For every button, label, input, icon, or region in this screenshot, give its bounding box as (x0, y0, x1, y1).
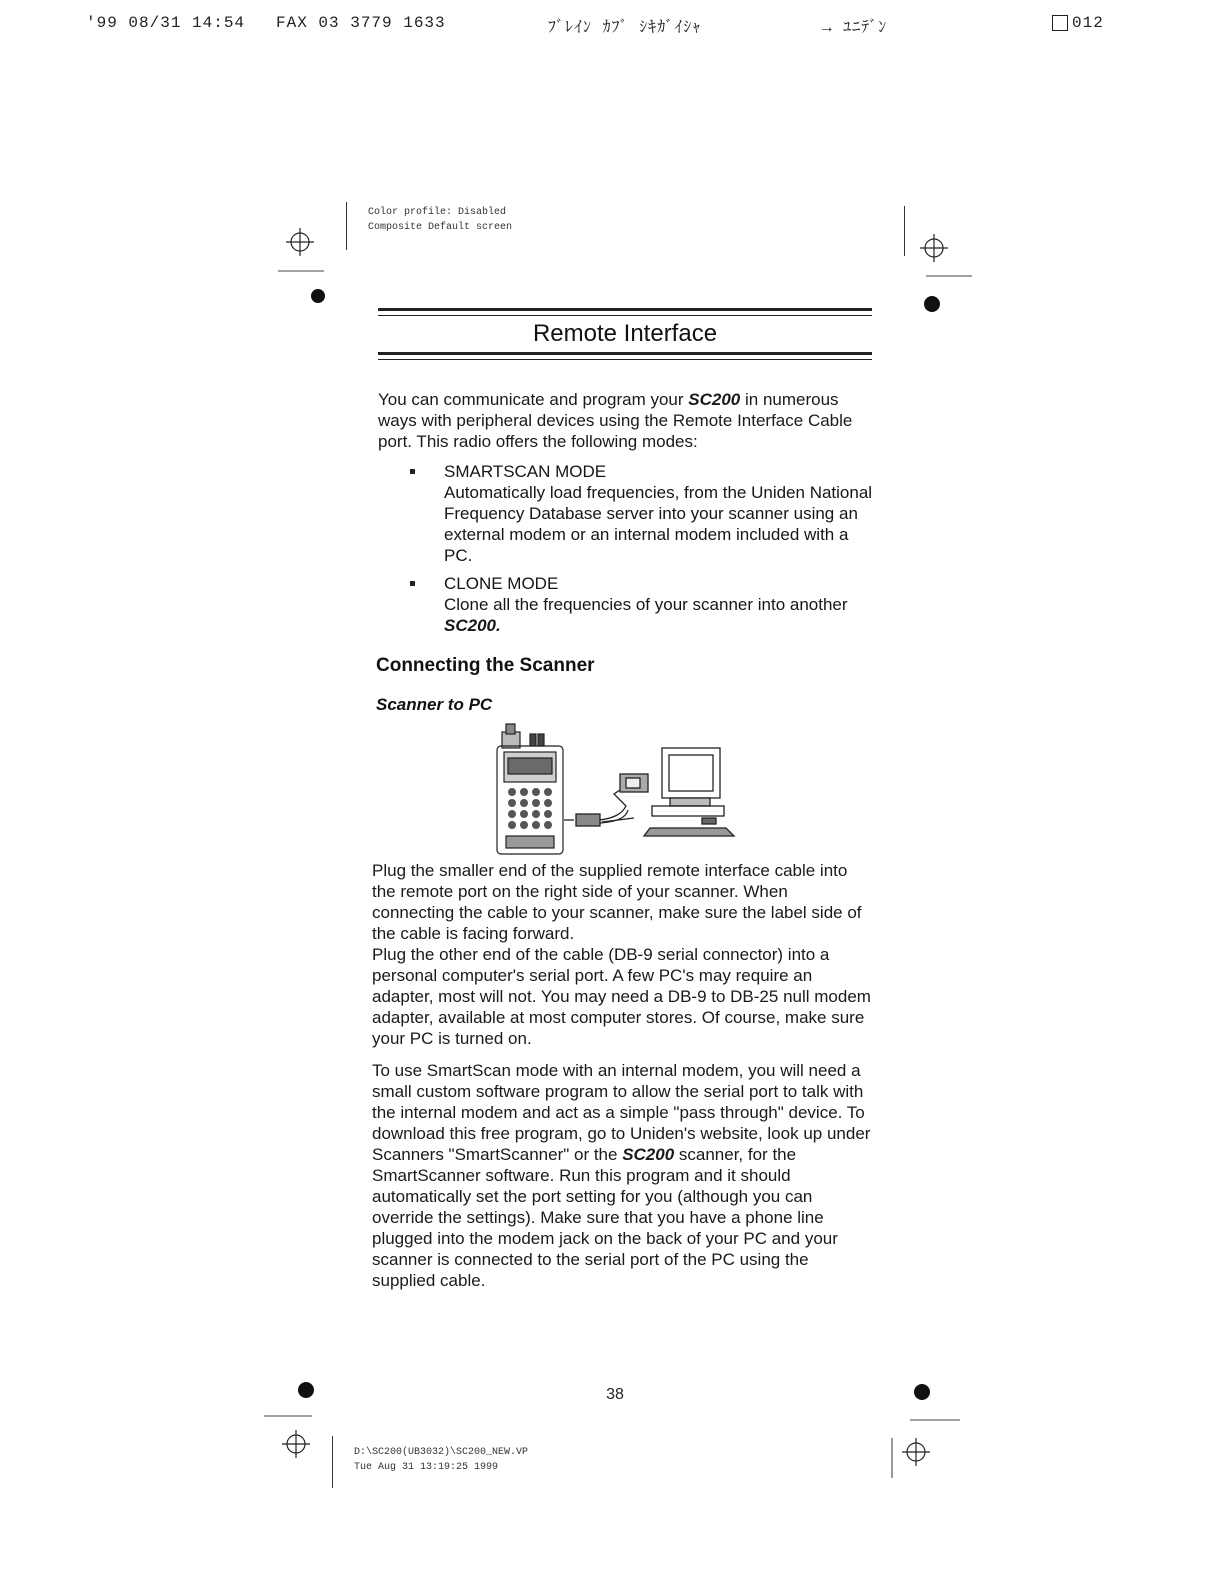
mode-description: Clone all the frequencies of your scanner into another SC200. (444, 595, 848, 635)
pc-illustration (644, 748, 734, 836)
mode-name: SMARTSCAN MODE (444, 462, 607, 481)
bullet-icon (410, 581, 415, 586)
crop-line (904, 206, 905, 256)
other-end-paragraph: Plug the other end of the cable (DB-9 serial connector) into a personal computer's serial port. A few PC's may require an adapter, most will not. You may need a DB-9 to DB-25 null modem adapter, available at most computer stores. Of course, make sure your PC is turned on. (372, 945, 871, 1048)
print-info-line: Composite Default screen (368, 222, 513, 233)
title-rule-top (378, 308, 872, 311)
smartscan-paragraph: To use SmartScan mode with an internal modem, you will need a small custom software program to allow the serial port to talk with the internal modem and act as a simple "pass through" device. To download this free program, go to Uniden's website, look up under Scanners "SmartScanner" or the SC200 scanner, for the SmartScanner software. Run this program and it should automatically set the port setting for you (although you can override the settings). Make sure that you have a phone line plugged into the modem jack on the back of your PC and your scanner is connected to the serial port of the PC using the supplied cable. (372, 1061, 871, 1290)
registration-mark-bottom-left (262, 1378, 332, 1478)
print-info-top (368, 205, 512, 235)
registration-mark-bottom-right (890, 1378, 970, 1478)
model-name: SC200 (622, 1145, 675, 1164)
scanner-illustration (497, 724, 563, 854)
intro-text: in numerous ways with peripheral devices using the Remote Interface Cable port. This radio offers the following modes: (378, 390, 853, 451)
mode-item (410, 573, 880, 636)
print-info-bottom (354, 1445, 528, 1475)
print-info-line: Color profile: Disabled (368, 207, 507, 218)
print-info-line: Tue Aug 31 13:19:25 1999 (354, 1462, 499, 1473)
intro-text: You can communicate and program your (378, 390, 689, 409)
fax-sender: ﾌﾞﾚｲﾝ ｶﾌﾞ ｼｷｶﾞｲｼｬ (548, 19, 702, 37)
section-title: Remote Interface (532, 320, 718, 347)
fax-page-icon (1052, 15, 1068, 31)
cable-illustration (564, 774, 648, 826)
intro-paragraph (378, 389, 872, 452)
title-rule-top-thin (378, 315, 872, 316)
fax-recipient: → ﾕﾆﾃﾞﾝ (822, 19, 888, 37)
mode-name: CLONE MODE (444, 574, 559, 593)
fax-datetime: '99 08/31 14:54 (86, 14, 246, 32)
mode-description: Automatically load frequencies, from the Uniden National Frequency Database server into your scanner using an external modem or an internal modem included with a PC. (444, 483, 873, 565)
page-number: 38 (606, 1386, 624, 1403)
mode-item (410, 461, 880, 566)
fax-page-counter (1052, 14, 1104, 32)
fax-number: FAX 03 3779 1633 (276, 14, 446, 32)
modes-list (410, 461, 880, 636)
fax-page-number: 012 (1072, 14, 1104, 32)
title-rule-bottom (378, 352, 872, 355)
registration-mark-top-right (908, 228, 978, 320)
scanner-to-pc-illustration (494, 722, 744, 856)
title-rule-bottom-thin (378, 359, 872, 360)
model-name: SC200 (688, 390, 741, 409)
subsubheading: Scanner to PC (376, 695, 493, 714)
registration-mark-top-left (278, 222, 328, 312)
crop-line (346, 202, 347, 250)
print-info-line: D:\SC200(UB3032)\SC200_NEW.VP (354, 1447, 529, 1458)
bullet-icon (410, 469, 415, 474)
crop-line (332, 1436, 333, 1488)
subheading: Connecting the Scanner (376, 655, 595, 676)
plug-paragraph: Plug the smaller end of the supplied remote interface cable into the remote port on the right side of your scanner. When connecting the cable to your scanner, make sure the label side of the cable is facing forward. (372, 861, 862, 943)
